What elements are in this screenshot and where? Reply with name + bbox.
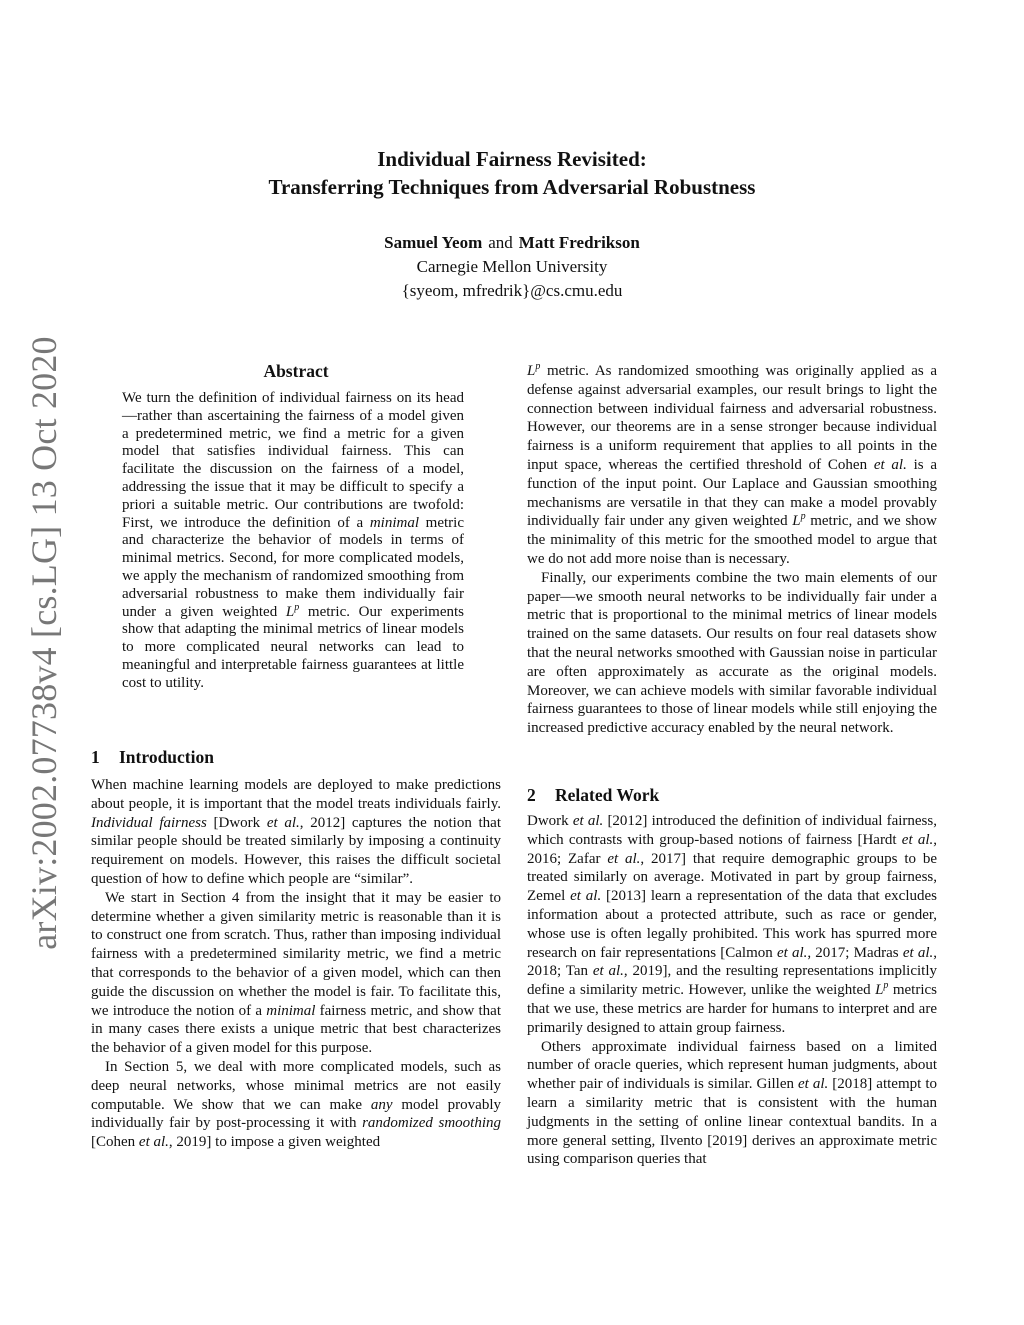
intro-paragraph-4: $L^p$ metric. As randomized smoothing was originally applied as a defense against adversarial examples, our result brings to light the connection between individual fairness and adversarial robustness. However, our theorems are in a sense stronger because individual fairness is a uniform requirement that applies to all points in the input space, whereas the certified threshold of Cohen et al. is a function of the input point. Our Laplace and Gaussian smoothing mechanisms are versatile in that they can make a model provably individually fair under any given weighted $L^p$ metric, and we show the minimality of this metric for the smoothed model to argue that we do not add more noise than is necessary. — [527, 361, 937, 567]
abstract-text-2: metric and characterize the behavior of models in terms of minimal metrics. Second, for more complicated models, we apply the mechanism of randomized smoothing from adversarial robustness to make them individually fair under a given weighted — [122, 514, 464, 620]
intro-paragraph-2: We start in Section 4 from the insight that it may be easier to determine whether a given similarity metric is reasonable than it is to construct one from scratch. Thus, rather than imposing individual fairness with a predetermined similarity metric, we find a metric that corresponds to the behavior of a given model, which can then guide the discussion on whether the model is fair. To facilitate this, we introduce the notion of a minimal fairness metric, and show that in many cases there exists a unique metric that best characterizes the behavior of a given model for this purpose. — [91, 889, 502, 1057]
abstract-body — [122, 390, 464, 693]
affiliation: Carnegie Mellon University — [416, 257, 608, 276]
section-number: 1 — [91, 747, 100, 767]
section-title: Introduction — [119, 747, 214, 767]
introduction-body — [91, 776, 501, 1152]
title-line-1: Individual Fairness Revisited: — [377, 147, 647, 171]
intro-paragraph-5: Finally, our experiments combine the two main elements of our paper—we smooth neural networks to be individually fair under a metric that is proportional to the minimal metrics of linear models trained on the same datasets. Our results on four real datasets show that the neural networks smoothed with Gaussian noise in particular are often approximately as accurate as the original models. Moreover, we can achieve models with similar favorable individual fairness guarantees to those of linear models while still enjoying the increased predictive accuracy enabled by the neural network. — [527, 569, 937, 737]
section-heading-introduction — [91, 747, 214, 768]
abstract-text-1: We turn the definition of individual fairness on its head—rather than ascertaining the fairness of a model given a predetermined metric, we find a metric for a given model that satisfies individual fairness. This can facilitate the discussion on the fairness of a model, addressing the issue that it may be difficult to specify a priori a suitable metric. Our contributions are twofold: First, we introduce the definition of a — [122, 390, 464, 531]
author-2: Matt Fredrikson — [518, 233, 640, 252]
author-1: Samuel Yeom — [384, 233, 483, 252]
arxiv-identifier-stamp: arXiv:2002.07738v4 [cs.LG] 13 Oct 2020 — [24, 336, 64, 950]
author-conjunction: and — [488, 233, 513, 252]
introduction-continued — [527, 362, 937, 738]
section-title: Related Work — [555, 785, 660, 805]
section-heading-related-work — [527, 785, 659, 806]
abstract-text-3: metric. Our experiments show that adapting the minimal metrics of linear models to more complicated neural networks can lead to meaningful and interpretable fairness guarantees at little cost to utility. — [122, 603, 465, 691]
abstract-emphasis: minimal — [369, 514, 420, 531]
author-block — [150, 231, 874, 303]
author-names — [150, 231, 874, 255]
intro-paragraph-3: In Section 5, we deal with more complicated models, such as deep neural networks, whose minimal metrics are not easily computable. We show that we can make any model provably individually fair by post-processing it with randomized smoothing [Cohen et al., 2019] to impose a given weighted — [91, 1058, 501, 1151]
related-work-body — [527, 812, 937, 1169]
author-email: {syeom, mfredrik}@cs.cmu.edu — [401, 281, 623, 300]
abstract-heading: Abstract — [263, 361, 329, 381]
related-paragraph-2: Others approximate individual fairness based on a limited number of oracle queries, which represent human judgments, about whether pair of individuals is similar. Gillen et al. [2018] attempt to learn a similarity metric that is consistent with the human judgments in the setting of online linear contextual bandits. In a more general setting, Ilvento [2019] derives an approximate metric using comparison queries that — [527, 1038, 937, 1168]
intro-paragraph-1: When machine learning models are deployed to make predictions about people, it is important that the model treats individuals fairly. Individual fairness [Dwork et al., 2012] captures the notion that similar people should be treated similarly by imposing a continuity requirement on models. However, this raises the difficult societal question of how to define which people are “similar”. — [91, 777, 501, 887]
paper-title — [150, 145, 874, 201]
section-number: 2 — [527, 785, 536, 805]
title-line-2: Transferring Techniques from Adversarial Robustness — [268, 175, 756, 199]
related-paragraph-1: Dwork et al. [2012] introduced the definition of individual fairness, which contrasts with group-based notions of fairness [Hardt et al., 2016; Zafar et al., 2017] that require demographic groups to be treated similarly on average. Motivated in part by group fairness, Zemel et al. [2013] learn a representation of the data that excludes information about a protected attribute, such as race or gender, whose use is often legally prohibited. This work has spurred more research on fair representations [Calmon et al., 2017; Madras et al., 2018; Tan et al., 2019], and the resulting representations implicitly define a similarity metric. However, unlike the weighted $L^p$ metrics that we use, these metrics are harder for humans to interpret and are primarily designed to attain group fairness. — [527, 813, 938, 1036]
lp-symbol: $L^p$ — [285, 601, 300, 620]
